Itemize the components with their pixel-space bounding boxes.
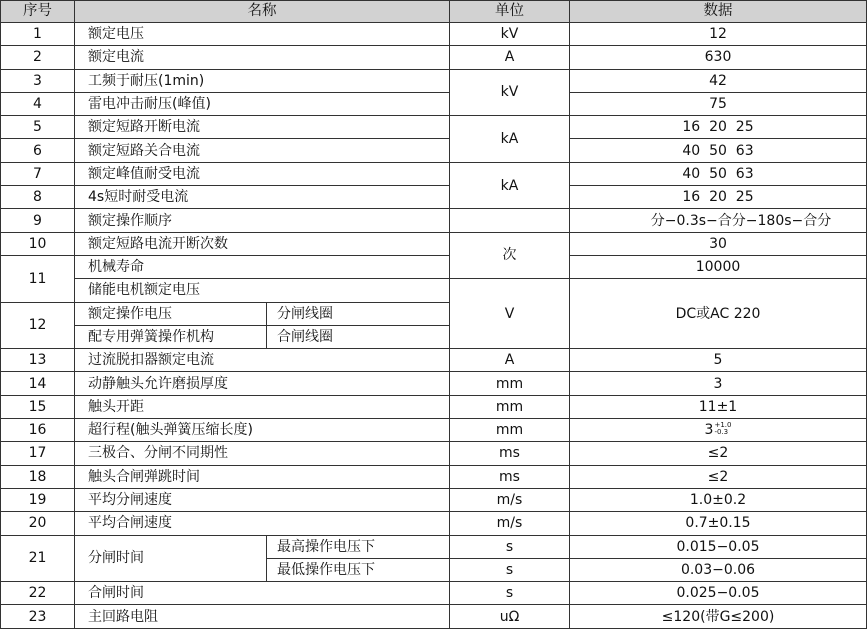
row-value: 40 50 63	[570, 162, 867, 185]
table-row	[1, 535, 867, 558]
row-no: 6	[1, 139, 75, 162]
table-row	[1, 116, 867, 139]
row-value: 30	[570, 232, 867, 255]
header-no: 序号	[1, 1, 75, 23]
row-value: 11±1	[570, 395, 867, 418]
row-unit: s	[450, 582, 570, 605]
row-no: 4	[1, 92, 75, 115]
row-name: 过流脱扣器额定电流	[75, 349, 450, 372]
row-value: 10000	[570, 255, 867, 278]
row-value: 0.03−0.06	[570, 558, 867, 581]
row-no: 3	[1, 69, 75, 92]
row-no: 23	[1, 605, 75, 628]
table-row	[1, 582, 867, 605]
row-name: 额定操作顺序	[75, 209, 450, 232]
row-name: 配专用弹簧操作机构	[75, 325, 267, 348]
row-unit: s	[450, 558, 570, 581]
row-no: 1	[1, 23, 75, 46]
row-value: 16 20 25	[570, 116, 867, 139]
row-subname: 分闸线圈	[267, 302, 450, 325]
row-no: 18	[1, 465, 75, 488]
row-name: 额定短路电流开断次数	[75, 232, 450, 255]
row-no: 13	[1, 349, 75, 372]
table-row	[1, 349, 867, 372]
row-value: ≤2	[570, 442, 867, 465]
row-no: 8	[1, 186, 75, 209]
header-row	[1, 1, 867, 23]
table-row	[1, 605, 867, 628]
row-value: 42	[570, 69, 867, 92]
tolerance-lower: -0.3	[714, 428, 729, 437]
row-unit: A	[450, 46, 570, 69]
row-no: 14	[1, 372, 75, 395]
row-value: 0.7±0.15	[570, 512, 867, 535]
row-value	[570, 419, 867, 442]
row-name: 主回路电阻	[75, 605, 450, 628]
table-row	[1, 512, 867, 535]
row-value: 40 50 63	[570, 139, 867, 162]
header-unit: 单位	[450, 1, 570, 23]
row-name: 合闸时间	[75, 582, 450, 605]
table-row	[1, 23, 867, 46]
row-no: 5	[1, 116, 75, 139]
row-name: 额定短路开断电流	[75, 116, 450, 139]
row-no: 19	[1, 488, 75, 511]
row-value: 0.015−0.05	[570, 535, 867, 558]
row-no: 2	[1, 46, 75, 69]
row-no: 20	[1, 512, 75, 535]
row-name: 工频于耐压(1min)	[75, 69, 450, 92]
row-subname: 合闸线圈	[267, 325, 450, 348]
row-subname: 最高操作电压下	[267, 535, 450, 558]
row-unit	[450, 209, 570, 232]
row-name: 动静触头允许磨损厚度	[75, 372, 450, 395]
row-no: 16	[1, 419, 75, 442]
table-row	[1, 46, 867, 69]
table-row	[1, 442, 867, 465]
table-row	[1, 255, 867, 278]
row-value: 1.0±0.2	[570, 488, 867, 511]
row-subname: 最低操作电压下	[267, 558, 450, 581]
table-row	[1, 232, 867, 255]
row-unit: s	[450, 535, 570, 558]
table-row	[1, 488, 867, 511]
row-value: ≤120(带G≤200)	[570, 605, 867, 628]
row-unit: 次	[450, 232, 570, 279]
row-value: 5	[570, 349, 867, 372]
row-value: ≤2	[570, 465, 867, 488]
row-value: 16 20 25	[570, 186, 867, 209]
row-unit: m/s	[450, 512, 570, 535]
row-unit: mm	[450, 419, 570, 442]
row-name: 平均分闸速度	[75, 488, 450, 511]
table-row	[1, 69, 867, 92]
row-value: 12	[570, 23, 867, 46]
row-no: 10	[1, 232, 75, 255]
header-name: 名称	[75, 1, 450, 23]
row-unit: A	[450, 349, 570, 372]
row-name: 触头开距	[75, 395, 450, 418]
row-no: 15	[1, 395, 75, 418]
row-value: DC或AC 220	[570, 279, 867, 349]
row-value: 3	[570, 372, 867, 395]
row-unit: mm	[450, 395, 570, 418]
table-row	[1, 162, 867, 185]
row-value: 0.025−0.05	[570, 582, 867, 605]
row-name: 平均合闸速度	[75, 512, 450, 535]
row-unit: kV	[450, 23, 570, 46]
row-unit: V	[450, 279, 570, 349]
row-name: 额定电压	[75, 23, 450, 46]
table-row	[1, 372, 867, 395]
row-unit: kA	[450, 116, 570, 163]
row-name: 分闸时间	[75, 535, 267, 582]
row-name: 触头合闸弹跳时间	[75, 465, 450, 488]
row-name: 雷电冲击耐压(峰值)	[75, 92, 450, 115]
row-name: 储能电机额定电压	[75, 279, 450, 302]
row-unit: kA	[450, 162, 570, 209]
row-value: 75	[570, 92, 867, 115]
row-unit: mm	[450, 372, 570, 395]
table-row	[1, 279, 867, 302]
row-name: 额定峰值耐受电流	[75, 162, 450, 185]
tolerance-upper: +1.0	[714, 421, 732, 430]
row-no: 22	[1, 582, 75, 605]
table-row	[1, 465, 867, 488]
row-name: 三极合、分闸不同期性	[75, 442, 450, 465]
row-name: 4s短时耐受电流	[75, 186, 450, 209]
row-name: 额定电流	[75, 46, 450, 69]
row-no: 17	[1, 442, 75, 465]
table-row	[1, 186, 867, 209]
row-no: 9	[1, 209, 75, 232]
table-row	[1, 395, 867, 418]
tolerance-base: 3	[704, 422, 714, 439]
table-row	[1, 209, 867, 232]
row-unit: ms	[450, 442, 570, 465]
row-unit: ms	[450, 465, 570, 488]
row-value: 630	[570, 46, 867, 69]
table-row	[1, 139, 867, 162]
table-row	[1, 419, 867, 442]
row-unit: m/s	[450, 488, 570, 511]
row-name: 机械寿命	[75, 255, 450, 278]
row-name: 超行程(触头弹簧压缩长度)	[75, 419, 450, 442]
row-name: 额定短路关合电流	[75, 139, 450, 162]
tolerance-limits	[714, 422, 731, 436]
row-name: 额定操作电压	[75, 302, 267, 325]
row-unit: uΩ	[450, 605, 570, 628]
row-unit: kV	[450, 69, 570, 116]
row-no: 12	[1, 302, 75, 349]
row-no: 7	[1, 162, 75, 185]
header-data: 数据	[570, 1, 867, 23]
row-no: 11	[1, 255, 75, 302]
row-no: 21	[1, 535, 75, 582]
row-value: 分−0.3s−合分−180s−合分	[570, 209, 867, 232]
table-row	[1, 92, 867, 115]
